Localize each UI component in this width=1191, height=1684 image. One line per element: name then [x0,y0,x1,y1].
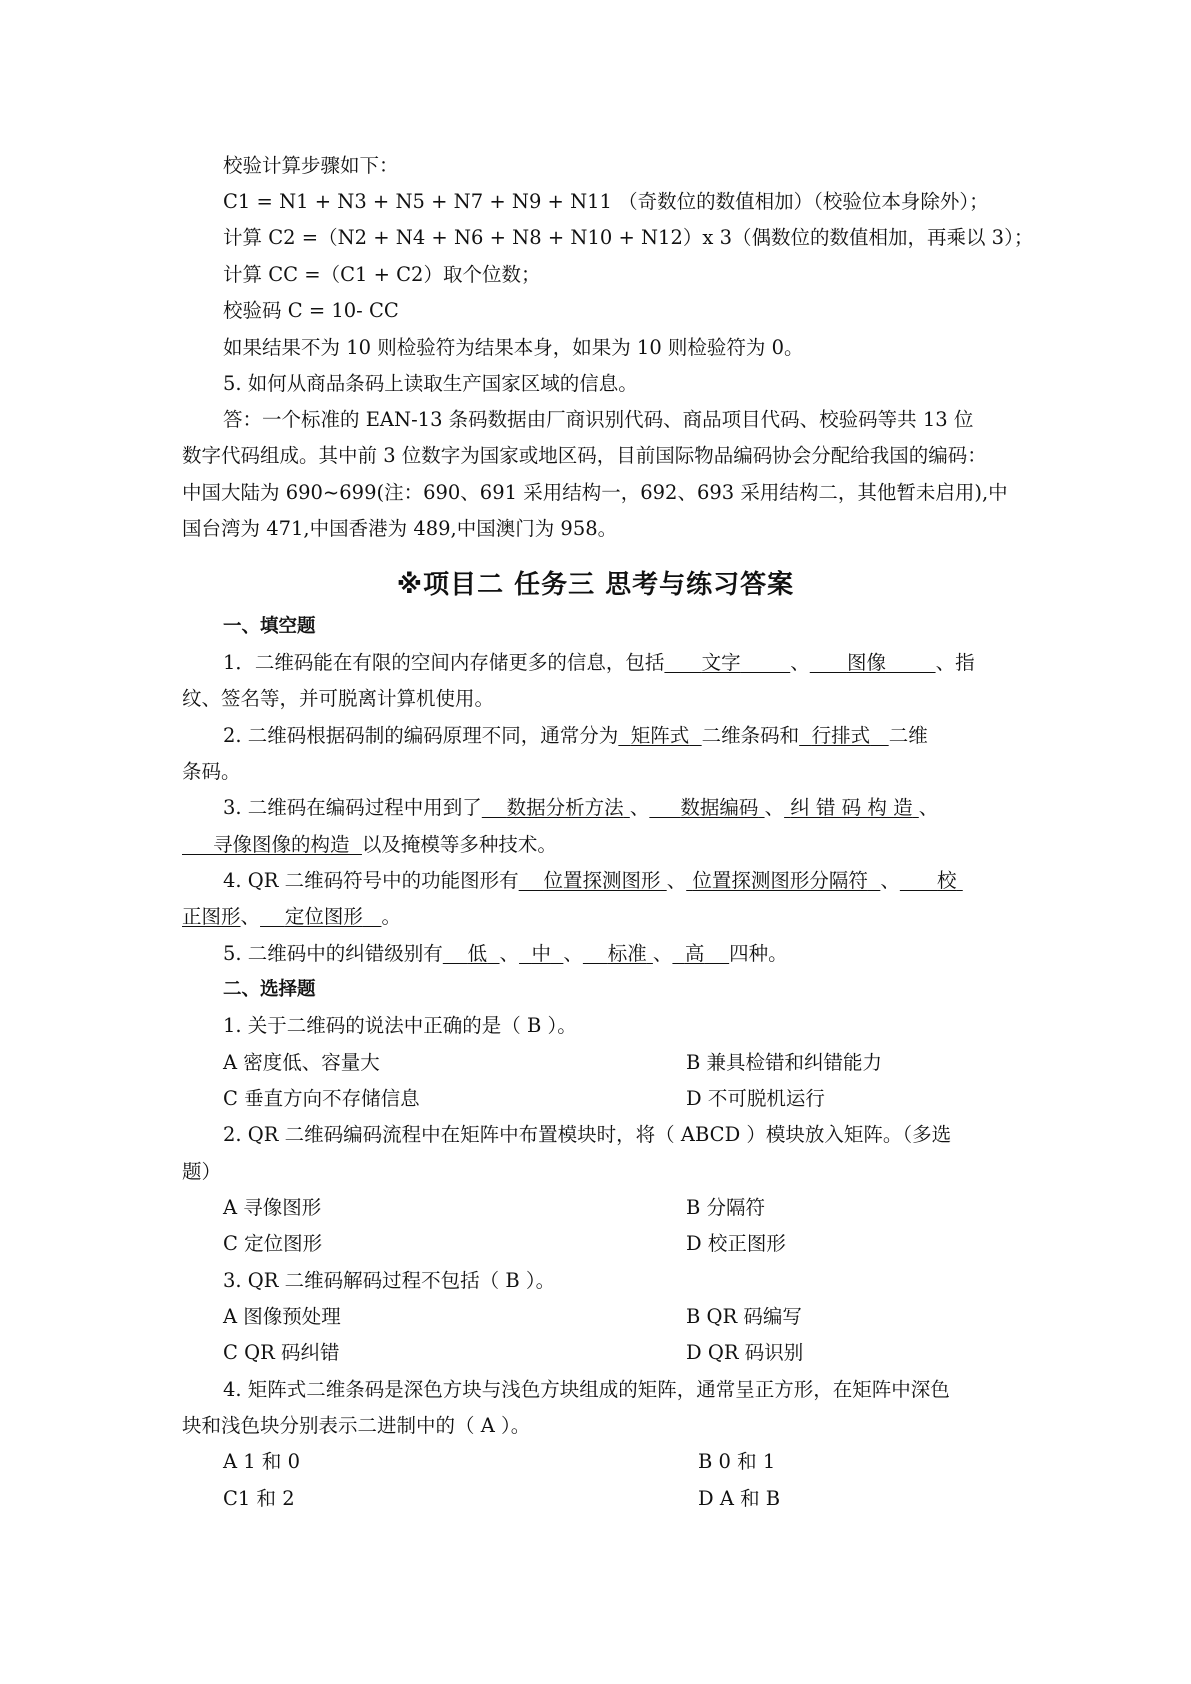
check-step-rule: 如果结果不为 10 则检验符为结果本身，如果为 10 则检验符为 0。 [223,336,804,359]
fill-q3-separator: 、 [764,796,785,819]
fill-q2-text-mid: 二维条码和 [701,724,800,747]
fill-q1-text: 1．二维码能在有限的空间内存储更多的信息，包括 [223,651,665,674]
fill-q5-answer-3: 标准 [607,942,647,965]
fill-q1 [223,650,975,676]
fill-heading: 一、填空题 [223,616,316,637]
fill-q3-answer-3: 纠 错 码 构 造 [790,796,913,819]
q5-question: 5. 如何从商品条码上读取生产国家区域的信息。 [223,372,638,395]
check-step-c2: 计算 C2 =（N2 + N4 + N6 + N8 + N10 + N12）x 3（偶数位的数值相加，再乘以 3）； [223,226,1034,249]
choice-q1-stem: 1. 关于二维码的说法中正确的是（ B ）。 [223,1014,577,1037]
check-steps-intro: 校验计算步骤如下： [223,154,399,177]
choice-q1-option-d: D 不可脱机运行 [686,1087,825,1110]
fill-q2-text-end: 二维 [888,724,928,747]
q5-answer-line: 国台湾为 471,中国香港为 489,中国澳门为 958。 [182,517,618,540]
choice-q1-option-c: C 垂直方向不存储信息 [223,1087,420,1110]
q5-answer-line: 中国大陆为 690~699(注：690、691 采用结构一，692、693 采用结构二，其他暂未启用),中 [182,481,1008,504]
fill-q3-text-end: 以及掩模等多种技术。 [361,833,557,856]
fill-q4-text-end: 。 [381,905,401,928]
fill-q4-continuation [182,904,401,930]
fill-q3-text: 3. 二维码在编码过程中用到了 [223,796,482,819]
fill-q3-continuation [182,832,557,858]
fill-q5-separator: 、 [499,942,520,965]
fill-q5-text: 5. 二维码中的纠错级别有 [223,942,443,965]
fill-q4-answer-3: 校 [937,869,957,892]
fill-q5-text-end: 四种。 [729,942,788,965]
choice-q2-option-c: C 定位图形 [223,1232,323,1255]
choice-q2-option-a: A 寻像图形 [223,1196,322,1219]
fill-q3-answer-2: 数据编码 [680,796,759,819]
choice-q1-option-a: A 密度低、容量大 [223,1051,380,1074]
fill-q4 [223,868,963,894]
fill-q1-answer-1: 文字 [701,651,741,674]
fill-q5-separator: 、 [563,942,583,965]
choice-q3-option-c: C QR 码纠错 [223,1341,340,1364]
fill-q1-separator: 、 [790,651,810,674]
fill-q2 [223,723,928,749]
choice-q4-stem-cont: 块和浅色块分别表示二进制中的（ A ）。 [182,1414,531,1437]
choice-q2-stem-cont: 题） [182,1160,222,1183]
choice-q2-option-b: B 分隔符 [686,1196,766,1219]
choice-q2-option-d: D 校正图形 [686,1232,786,1255]
fill-q4-separator: 、 [666,869,687,892]
choice-q3-option-a: A 图像预处理 [223,1305,341,1328]
fill-q3-separator: 、 [918,796,939,819]
choice-q4-option-c: C1 和 2 [223,1487,295,1510]
q5-answer-line: 答：一个标准的 EAN-13 条码数据由厂商识别代码、商品项目代码、校验码等共 13 位 [223,408,974,431]
choice-q4-stem: 4. 矩阵式二维条码是深色方块与浅色方块组成的矩阵，通常呈正方形，在矩阵中深色 [223,1378,950,1401]
fill-q1-text-end: 、指 [935,651,975,674]
fill-q4-text: 4. QR 二维码符号中的功能图形有 [223,869,519,892]
fill-q2-answer-2: 行排式 [811,724,871,747]
fill-q2-continuation: 条码。 [182,760,241,783]
fill-q5-separator: 、 [652,942,673,965]
fill-q3-separator: 、 [629,796,650,819]
fill-q2-answer-1: 矩阵式 [630,724,690,747]
choice-q2-stem: 2. QR 二维码编码流程中在矩阵中布置模块时，将（ ABCD ）模块放入矩阵。（多选 [223,1123,952,1146]
fill-q3-answer-4: 寻像图像的构造 [213,833,350,856]
choice-q3-option-b: B QR 码编写 [686,1305,802,1328]
fill-q4-answer-4: 定位图形 [284,905,363,928]
choice-q1-option-b: B 兼具检错和纠错能力 [686,1051,883,1074]
fill-q5-answer-2: 中 [531,942,551,965]
choice-q3-option-d: D QR 码识别 [686,1341,804,1364]
fill-q5-answer-1: 低 [467,942,488,965]
section-title: ※项目二 任务三 思考与练习答案 [396,570,795,600]
choice-q4-option-a: A 1 和 0 [223,1450,300,1473]
fill-q5 [223,941,788,967]
check-step-c: 校验码 C = 10- CC [223,299,399,322]
fill-q1-answer-2: 图像 [846,651,886,674]
choice-q4-option-d: D A 和 B [698,1487,781,1510]
check-step-cc: 计算 CC =（C1 + C2）取个位数； [223,263,541,286]
choice-q3-stem: 3. QR 二维码解码过程不包括（ B ）。 [223,1269,556,1292]
fill-q3 [223,795,938,821]
fill-q4-separator: 、 [880,869,900,892]
fill-q4-answer-3-cont: 正图形 [182,905,241,928]
fill-q4-answer-2: 位置探测图形分隔符 [692,869,868,892]
choice-q4-option-b: B 0 和 1 [698,1450,776,1473]
fill-q5-answer-4: 高 [684,942,705,965]
fill-q3-answer-1: 数据分析方法 [506,796,624,819]
q5-answer-line: 数字代码组成。其中前 3 位数字为国家或地区码，目前国际物品编码协会分配给我国的编码： [182,444,987,467]
fill-q2-text: 2. 二维码根据码制的编码原理不同，通常分为 [223,724,619,747]
fill-q1-continuation: 纹、签名等，并可脱离计算机使用。 [182,687,495,710]
check-step-c1: C1 = N1 + N3 + N5 + N7 + N9 + N11 （奇数位的数值相加）（校验位本身除外）； [223,190,989,213]
choice-heading: 二、选择题 [223,979,316,1000]
fill-q4-answer-1: 位置探测图形 [543,869,661,892]
fill-q4-separator: 、 [240,905,261,928]
